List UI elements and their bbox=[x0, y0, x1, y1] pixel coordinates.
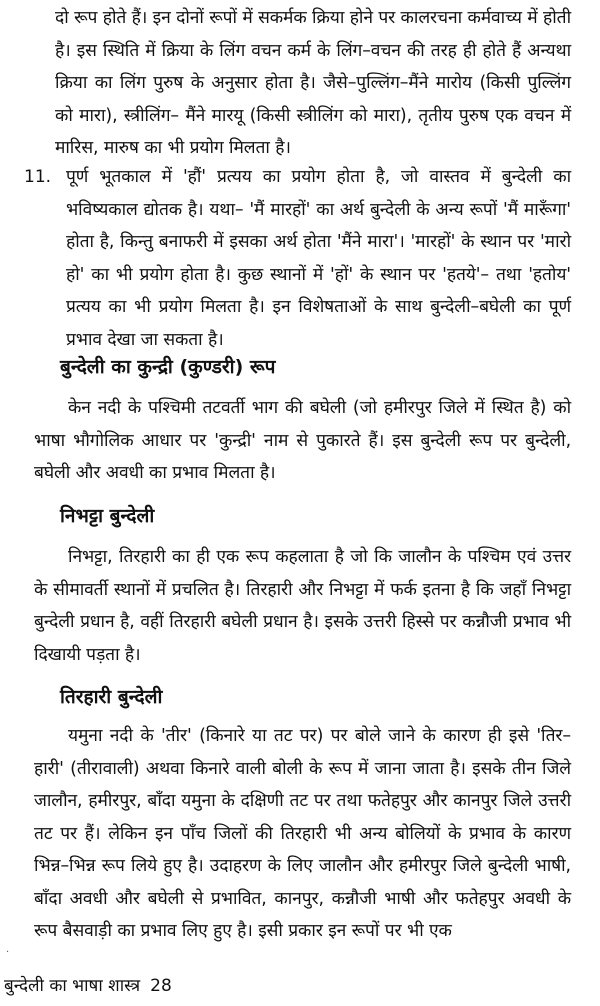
section-heading-nibhatta: निभट्टा बुन्देली bbox=[60, 505, 155, 527]
paragraph-kundri: केन नदी के पश्चिमी तटवर्ती भाग की बघेली (जो हमीरपुर जिले में स्थित है) को भाषा भौगोलिक आधार पर 'कुन्द्री' नाम से पुकारते हैं। इस बुन्देली रूप पर बुन्देली, बघेली और अवधी का प्रभाव मिलता है। bbox=[34, 398, 571, 483]
margin-mark: · bbox=[6, 947, 10, 958]
paragraph-continuation: दो रूप होते हैं। इन दोनों रूपों में सकर्मक क्रिया होने पर कालरचना कर्मवाच्य में होती है। इस स्थिति में क्रिया के लिंग वचन कर्म के लिंग–वचन की तरह ही होते हैं अन्यथा क्रिया का लिंग पुरुष के अनुसार होता है। जैसे–पुल्लिंग–मैंने मारोय (किसी पुल्लिंग को मारा), स्त्रीलिंग– मैंने मारयू (किसी स्त्रीलिंग को मारा), तृतीय पुरुष एक वचन में मारिस, मारुष का भी प्रयोग मिलता है। bbox=[55, 8, 571, 158]
paragraph-nibhatta: निभट्टा, तिरहारी का ही एक रूप कहलाता है जो कि जालौन के पश्चिम एवं उत्तर के सीमावर्ती स्थानों में प्रचलित है। तिरहारी और निभट्टा में फर्क इतना है कि जहाँ निभट्टा बुन्देली प्रधान है, वहीं तिरहारी बघेली प्रधान है। इसके उत्तरी हिस्से पर कन्नौजी प्रभाव भी दिखायी पड़ता है। bbox=[34, 547, 571, 665]
page-number: 28 bbox=[150, 976, 172, 996]
paragraph-point-11: पूर्ण भूतकाल में 'हौं' प्रत्यय का प्रयोग होता है, जो वास्तव में बुन्देली का भविष्यकाल द्योतक है। यथा– 'मैं मारहों' का अर्थ बुन्देली के अन्य रूपों 'मैं मारूँगा' होता है, किन्तु बनाफरी में इसका अर्थ होता 'मैंने मारा'। 'मारहों' के स्थान पर 'मारो हो' का भी प्रयोग होता है। कुछ स्थानों में 'हों' के स्थान पर 'हतये'– तथा 'हतोय' प्रत्यय का भी प्रयोग मिलता है। इन विशेषताओं के साथ बुन्देली–बघेली का पूर्ण प्रभाव देखा जा सकता है। bbox=[66, 167, 571, 350]
list-item-number: 11. bbox=[24, 167, 52, 187]
section-heading-kundri: बुन्देली का कुन्द्री (कुण्डरी) रूप bbox=[60, 356, 276, 378]
footer-book-title: बुन्देली का भाषा शास्त्र bbox=[4, 976, 141, 996]
paragraph-tirhari: यमुना नदी के 'तीर' (किनारे या तट पर) पर बोले जाने के कारण ही इसे 'तिर–हारी' (तीरावाली) अथवा किनारे वाली बोली के रूप में जाना जाता है। इसके तीन जिले जालौन, हमीरपुर, बाँदा यमुना के दक्षिणी तट पर तथा फतेहपुर और कानपुर जिले उत्तरी तट पर हैं। लेकिन इन पाँच जिलों की तिरहारी भी अन्य बोलियों के प्रभाव के कारण भिन्न–भिन्न रूप लिये हुए है। उदाहरण के लिए जालौन और हमीरपुर जिले बुन्देली भाषी, बाँदा अवधी और बघेली से प्रभावित, कानपुर, कन्नौजी भाषी और फतेहपुर अवधी के रूप बैसवाड़ी का प्रभाव लिए हुए है। इसी प्रकार इन रूपों पर भी एक bbox=[34, 726, 571, 941]
page-footer bbox=[4, 974, 172, 998]
section-heading-tirhari: तिरहारी बुन्देली bbox=[60, 686, 163, 708]
